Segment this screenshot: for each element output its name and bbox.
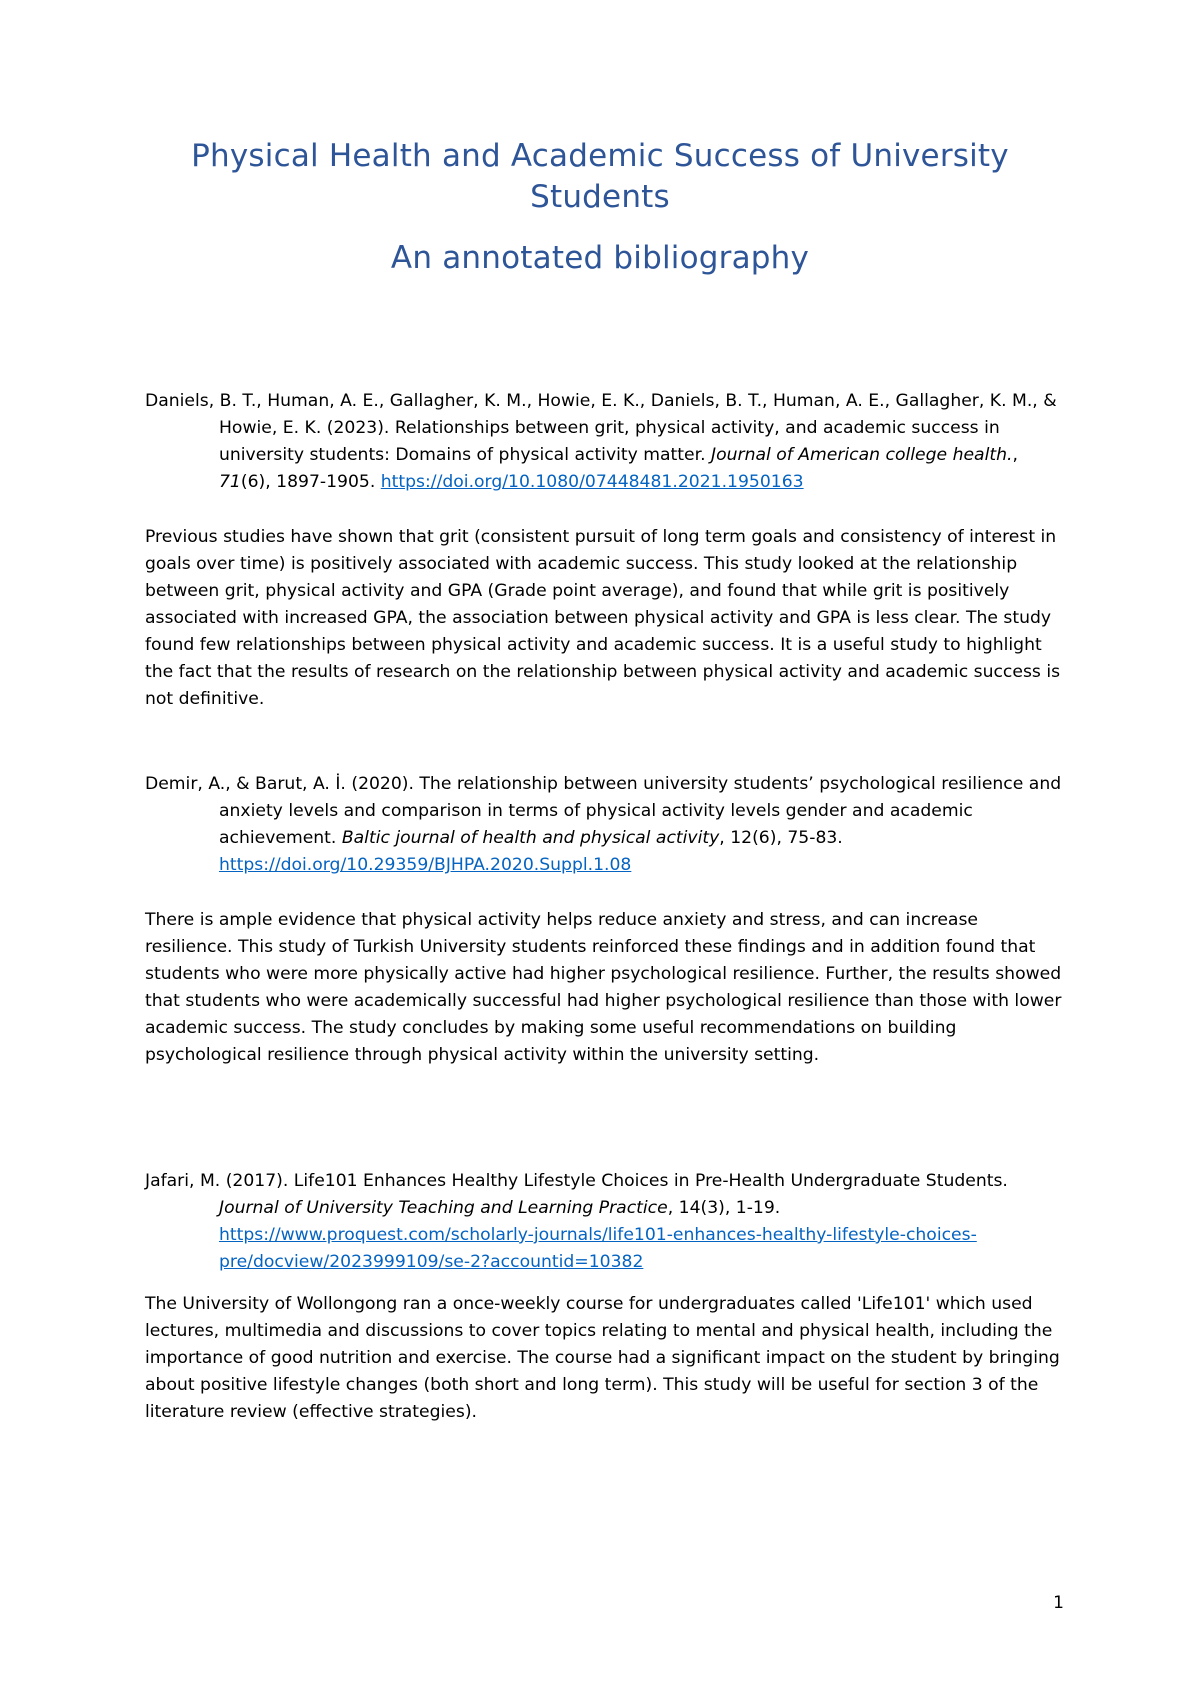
citation-details: (3), 1-19. <box>700 1198 781 1218</box>
page-number: 1 <box>1053 1593 1064 1613</box>
citation-authors-title: Demi̇r, A., & Barut, A. İ. (2020). The relationship between university students’ psychological resilience and anxiety levels and comparison in terms of physical activity levels gender and academic achievement. <box>145 774 1062 848</box>
citation <box>145 388 1070 496</box>
bibliography-entry <box>145 1168 1070 1426</box>
citation-details: (6), 75-83. <box>752 828 843 848</box>
citation-details: (6), 1897-1905. <box>240 472 381 492</box>
citation-journal: Journal of American college health. <box>711 445 1013 465</box>
citation-authors-title: Daniels, B. T., Human, A. E., Gallagher, K. M., Howie, E. K., Daniels, B. T., Human, A. E., Gallagher, K. M., & Howie, E. K. (2023). Relationships between grit, physical activity, and academic success in university students: Domains of physical activity matter. <box>145 391 1057 465</box>
annotation: Previous studies have shown that grit (consistent pursuit of long term goals and consistency of interest in goals over time) is positively associated with academic success. This study looked at the relationship between grit, physical activity and GPA (Grade point average), and found that while grit is positively associated with increased GPA, the association between physical activity and GPA is less clear. The study found few relationships between physical activity and academic success. It is a useful study to highlight the fact that the results of research on the relationship between physical activity and academic success is not definitive. <box>145 527 1061 709</box>
citation-volume: 14 <box>678 1198 701 1218</box>
annotation: The University of Wollongong ran a once-weekly course for undergraduates called 'Life101' which used lectures, multimedia and discussions to cover topics relating to mental and physical health, including the importance of good nutrition and exercise. The course had a significant impact on the student by bringing about positive lifestyle changes (both short and long term). This study will be useful for section 3 of the literature review (effective strategies). <box>145 1294 1060 1422</box>
citation-doi-link[interactable]: https://doi.org/10.1080/07448481.2021.1950163 <box>380 472 804 492</box>
citation-doi-link[interactable]: https://doi.org/10.29359/BJHPA.2020.Suppl.1.08 <box>219 855 632 875</box>
citation-separator: , <box>719 828 731 848</box>
bibliography-entry <box>145 388 1070 713</box>
citation-separator: , <box>1012 445 1018 465</box>
citation-url-link[interactable]: https://www.proquest.com/scholarly-journals/life101-enhances-healthy-lifestyle-choices-pre/docview/2023999109/se-2?accountid=10382 <box>219 1225 977 1272</box>
citation <box>145 771 1070 879</box>
annotation: There is ample evidence that physical activity helps reduce anxiety and stress, and can increase resilience. This study of Turkish University students reinforced these findings and in addition found that students who were more physically active had higher psychological resilience. Further, the results showed that students who were academically successful had higher psychological resilience than those with lower academic success. The study concludes by making some useful recommendations on building psychological resilience through physical activity within the university setting. <box>145 910 1062 1065</box>
citation-journal: Journal of University Teaching and Learning Practice <box>219 1198 668 1218</box>
citation-authors-title: Jafari, M. (2017). Life101 Enhances Healthy Lifestyle Choices in Pre-Health Undergraduate Students. <box>145 1171 1008 1191</box>
citation-journal: Baltic journal of health and physical activity <box>341 828 720 848</box>
bibliography-entry <box>145 771 1070 1069</box>
document-subtitle: An annotated bibliography <box>390 240 810 276</box>
citation-separator: , <box>667 1198 679 1218</box>
document-title: Physical Health and Academic Success of University Students <box>191 138 1009 215</box>
citation-volume: 71 <box>219 472 241 492</box>
title-block <box>140 136 1060 279</box>
citation-volume: 12 <box>730 828 753 848</box>
citation <box>145 1168 1070 1276</box>
